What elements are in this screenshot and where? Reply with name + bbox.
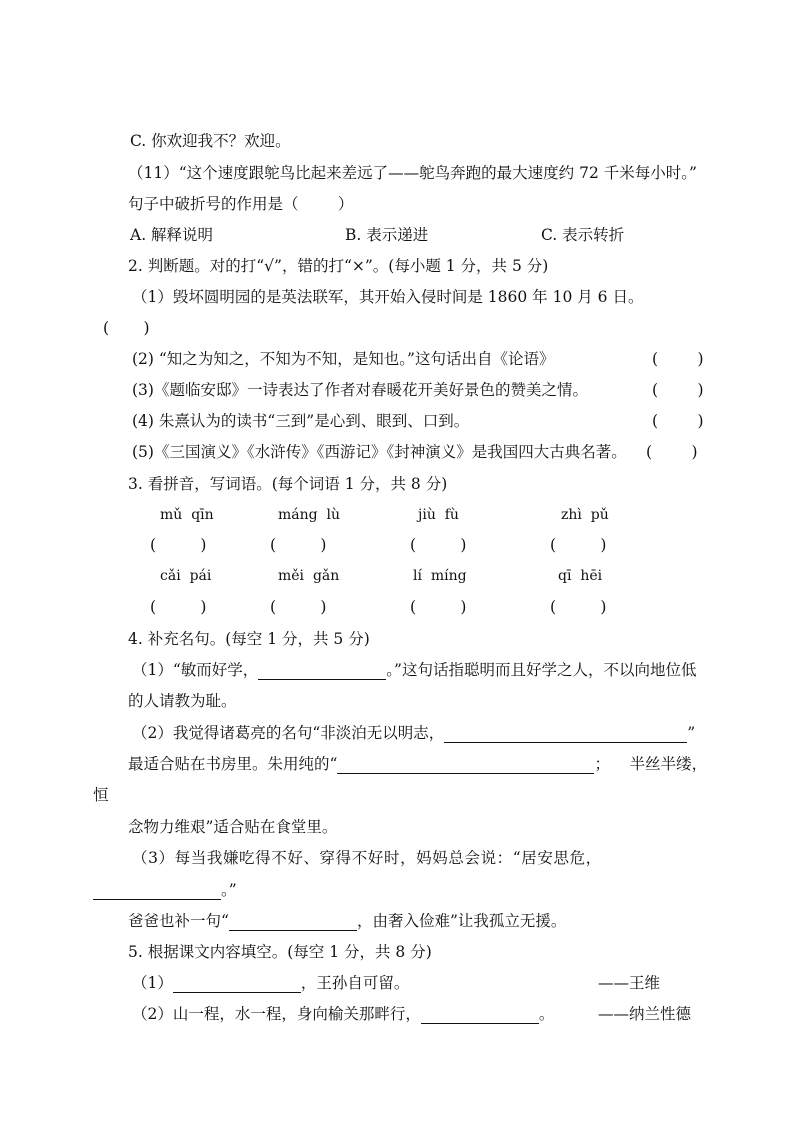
- q2-item-2: (2) “知之为知之，不知为不知，是知也。”这句话出自《论语》: [132, 350, 555, 368]
- answer-box-8: ( ): [550, 598, 607, 616]
- q2-item-4-answer: ( ): [652, 412, 704, 430]
- q4-item-2-cont-3: 念物力维艰”适合贴在食堂里。: [128, 818, 338, 836]
- q11-option-b: B. 表示递进: [345, 226, 429, 244]
- pinyin-6: měi gǎn: [278, 568, 340, 584]
- q5-item-1: （1） ，王孙自可留。: [132, 974, 410, 992]
- q2-item-3-answer: ( ): [652, 381, 704, 399]
- blank-line[interactable]: [421, 1006, 539, 1024]
- blank-line[interactable]: [229, 913, 357, 931]
- pinyin-3: jiù fù: [418, 507, 459, 523]
- blank-line[interactable]: [337, 756, 594, 774]
- q11-option-a: A. 解释说明: [130, 226, 214, 244]
- q4-item-1-cont: 的人请教为耻。: [128, 692, 237, 710]
- q2-item-1: （1）毁坏圆明园的是英法联军，其开始入侵时间是 1860 年 10 月 6 日。: [132, 288, 644, 306]
- q5-item-2: （2）山一程，水一程，身向榆关那畔行， 。: [132, 1005, 555, 1023]
- q11-text: （11）“这个速度跟鸵鸟比起来差远了——鸵鸟奔跑的最大速度约 72 千米每小时。”: [128, 164, 697, 182]
- blank-line[interactable]: [93, 882, 221, 900]
- answer-box-4: ( ): [550, 536, 607, 554]
- pinyin-8: qī hēi: [558, 568, 603, 584]
- q5-item-2-author: ——纳兰性德: [598, 1005, 692, 1023]
- answer-box-1: ( ): [150, 536, 207, 554]
- answer-box-3: ( ): [410, 536, 467, 554]
- q2-item-2-answer: ( ): [652, 350, 704, 368]
- q4-item-3-cont: 。”: [93, 880, 237, 900]
- blank-line[interactable]: [444, 725, 687, 743]
- pinyin-4: zhì pǔ: [561, 507, 609, 523]
- q11-question: 句子中破折号的作用是（ ）: [128, 195, 354, 213]
- q4-item-2: （2）我觉得诸葛亮的名句“非淡泊无以明志， ”: [132, 724, 696, 742]
- q2-item-5-answer: ( ): [646, 443, 698, 461]
- q4-item-1: （1）“敏而好学， 。”这句话指聪明而且好学之人，不以向地位低: [132, 661, 697, 679]
- pinyin-1: mǔ qīn: [160, 507, 214, 523]
- q2-item-4: (4) 朱熹认为的读书“三到”是心到、眼到、口到。: [132, 412, 470, 430]
- answer-box-6: ( ): [270, 598, 327, 616]
- q4-title: 4. 补充名句。(每空 1 分，共 5 分): [128, 630, 370, 648]
- pinyin-2: máng lù: [278, 507, 340, 523]
- q5-item-1-author: ——王维: [598, 974, 661, 992]
- q5-title: 5. 根据课文内容填空。(每空 1 分，共 8 分): [128, 943, 432, 961]
- q11-option-c: C. 表示转折: [541, 226, 625, 244]
- answer-box-5: ( ): [150, 598, 207, 616]
- blank-line[interactable]: [258, 662, 386, 680]
- q3-title: 3. 看拼音，写词语。(每个词语 1 分，共 8 分): [128, 475, 448, 493]
- q-prev-option-c: C. 你欢迎我不？欢迎。: [130, 132, 291, 150]
- q2-item-5: (5)《三国演义》《水浒传》《西游记》《封神演义》是我国四大古典名著。: [132, 443, 627, 461]
- q2-title: 2. 判断题。对的打“√”，错的打“×”。(每小题 1 分，共 5 分): [128, 257, 549, 275]
- blank-line[interactable]: [173, 975, 301, 993]
- pinyin-5: cǎi pái: [160, 568, 212, 584]
- q4-item-3: （3）每当我嫌吃得不好、穿得不好时，妈妈总会说：“居安思危，: [132, 849, 602, 867]
- q4-item-3-cont-2: 爸爸也补一句“ ，由奢入俭难”让我孤立无援。: [128, 912, 567, 930]
- answer-box-2: ( ): [270, 536, 327, 554]
- q4-item-2-cont-2: 恒: [93, 786, 109, 804]
- q2-item-1-answer: ( ): [103, 319, 150, 337]
- q2-item-3: (3)《题临安邸》一诗表达了作者对春暖花开美好景色的赞美之情。: [132, 381, 588, 399]
- q4-item-2-cont: 最适合贴在书房里。朱用纯的“ ； 半丝半缕，: [128, 755, 708, 773]
- answer-box-7: ( ): [410, 598, 467, 616]
- pinyin-7: lí míng: [413, 568, 467, 584]
